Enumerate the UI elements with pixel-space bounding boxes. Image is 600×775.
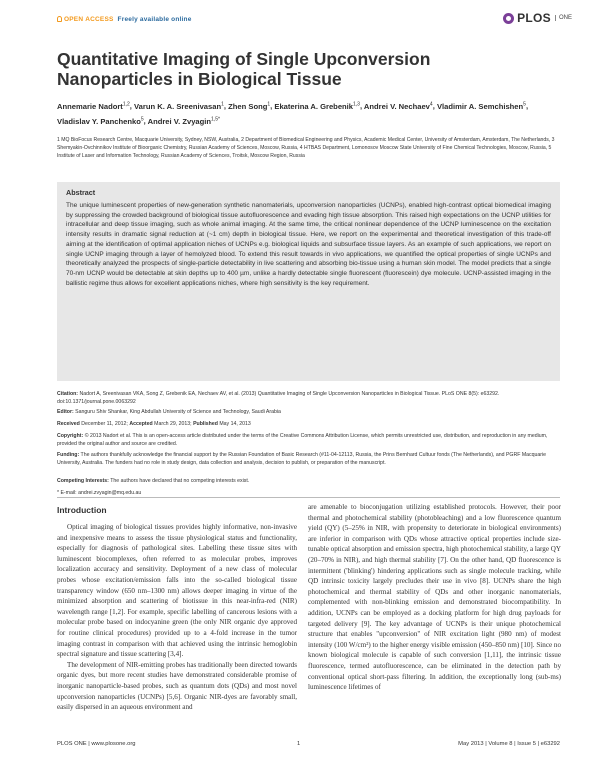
footer-journal[interactable]: PLOS ONE | www.plosone.org xyxy=(57,741,136,747)
author-affil-ref: 5 xyxy=(523,101,526,107)
author-name: Vladimir A. Semchishen$^5$ xyxy=(436,101,526,111)
citation-text: Nadort A, Sreenivasan VKA, Song Z, Grebenik EA, Nechaev AV, et al. (2013) Quantitative Imaging of Single Upconversion Nanoparticles in Biological Tissue. PLoS ONE 8(5): e63292. doi:10.1371/journal.pone.0063292 xyxy=(57,391,500,405)
paragraph: are amenable to bioconjugation utilizing established protocols. However, their poor thermal and photochemical stability (photobleaching) and a low fluorescence quantum yield (QY) (5–25% in NIR, with propensity to deteriorate in biological environments) are inferior in comparison with QDs whose attractive optical properties include size-tunable optical absorption and emission spectra, high photochemical stability, a large QY (20–70% in NIR), and high thermal stability [7]. On the other hand, QD fluorescence is intermittent ('blinking') hindering applications such as single molecule tracking, while QD intrinsic toxicity largely precludes their use in vivo [8]. UCNPs share the high photochemical and thermal stability of QDs and other inorganic nanomaterials, complemented with non-blinking emission and demonstrated biocompatibility. In addition, UCNPs can be employed as a docking platform for high drug payloads for targeted delivery [9]. The key advantage of UCNPs is their unique photochemical structure that enables "upconversion" of NIR excitation light (980 nm) of modest intensity (100 W/cm²) to the higher energy visible emission (450–850 nm) [10]. Since no known biological molecule is capable of such conversion [1,11], the intrinsic tissue fluorescence, termed autofluorescence, can be eliminated in the detection path by conventional optical short-pass filtering. In addition, the exceptionally long (sub-ms) luminescence lifetimes of xyxy=(308,503,561,692)
author-affil-ref: 1,5* xyxy=(211,116,220,123)
divider xyxy=(57,497,560,498)
plos-logo-sub: ONE xyxy=(555,15,572,21)
editor-text: Sanguru Shiv Shankar, King Abdullah University of Science and Technology, Saudi Arabia xyxy=(75,409,281,415)
funding-label: Funding: xyxy=(57,452,80,458)
published-date: May 14, 2013 xyxy=(219,421,251,427)
editor xyxy=(57,408,562,416)
author-affil-ref: 4 xyxy=(429,101,433,107)
received-label: Received xyxy=(57,421,80,427)
abstract-box xyxy=(57,182,560,381)
funding xyxy=(57,451,562,467)
author-name: Ekaterina A. Grebenik$^{1,3}$ xyxy=(274,101,360,111)
author-name: Varun K. A. Sreenivasan$^1$ xyxy=(134,101,224,111)
access-label: ACCESS xyxy=(85,16,114,23)
article-title: Quantitative Imaging of Single Upconversion Nanoparticles in Biological Tissue xyxy=(57,49,431,89)
introduction-heading: Introduction xyxy=(57,505,107,515)
author-affil-ref: 1 xyxy=(221,101,224,107)
paragraph: Optical imaging of biological tissues provides highly informative, non-invasive and inexpensive means to assess the tissue physiological status and functionality, especially for diagnosis of pathological sites. Labelling these tissue sites with luminescent biocomplexes, often referred to as molecular probes, improves localization accuracy and sensitivity. Deployment of a new class of molecular probes whose excitation/emission falls into the so-called biological tissue transparency window (650 nm–1300 nm) allows deeper imaging in virtue of the minimized absorption and scattering of biotissue in this near-infra-red (NIR) wavelength range [1,2]. For example, specific labelling of cancerous lesions with a molecular probe based on indocyanine green (the only NIR organic dye approved for routine clinical procedures) provided up to a 4-fold increase in the tumor imaging contrast in comparison with that achieved using the intrinsic hemoglobin spectral signature and tissue scattering [3,4]. xyxy=(57,523,297,659)
free-label: Freely available online xyxy=(117,16,192,23)
plos-logo-text: PLOS xyxy=(517,11,551,25)
competing-interests xyxy=(57,477,562,485)
citation xyxy=(57,390,562,406)
affiliations: 1 MQ BioFocus Research Centre, Macquarie University, Sydney, NSW, Australia, 2 Department of Biomedical Engineering and Physics, Academic Medical Center, University of Amsterdam, Amsterdam, The Netherlands, 3 Shemyakin-Ovchinnikov Institute of Bioorganic Chemistry, Russian Academy of Sciences, Moscow, Russia, 4 HTBAS Department, Lomonosov Moscow State University of Fine Chemical Technologies, Moscow, Russia, 5 Institute of Laser and Information Technology, Russian Academy of Sciences, Troitsk, Moscow Region, Russia xyxy=(57,137,555,160)
editor-label: Editor: xyxy=(57,409,74,415)
author-name: Vladislav Y. Panchenko$^5$ xyxy=(57,116,144,126)
paragraph: The development of NIR-emitting probes has traditionally been directed towards organic dyes, but more recent studies have demonstrated considerable promise of inorganic nanoparticle-based probes, such as quantum dots (QDs) and most novel upconversion nanoparticles (UCNPs) [5,6]. Organic NIR-dyes are favorably small, easily dispersed in an aqueous environment and xyxy=(57,660,297,712)
abstract-text: The unique luminescent properties of new-generation synthetic nanomaterials, upconversion nanoparticles (UCNPs), enabled high-contrast optical biomedical imaging by suppressing the crowded background of biological tissue autofluorescence and evading high tissue absorption. This raised high expectations on the UCNP utilities for intracellular and deep tissue imaging, such as whole animal imaging. At the same time, the critical nonlinear dependence of the UCNP luminescence on the excitation intensity results in dramatic signal reduction at (~1 cm) depth in biological tissue. Here, we report on the experimental and theoretical investigation of this trade-off aiming at the identification of optimal application niches of UCNPs e.g. biological liquids and subsurface tissue layers. As an example of such applications, we report on single UCNP imaging through a layer of hemolyzed blood. To extend this result towards in vivo applications, we quantified the optical properties of single UCNPs and theoretically analyzed the prospects of single-particle detectability in live scattering and absorbing bio-tissue using a human skin model. The model predicts that a single 70-nm UCNP would be detectable at skin depths up to 400 µm, unlike a hardly detectable single fluorescent (fluorescein) dye molecule. UCNP-assisted imaging in the ballistic regime thus allows for excellent applications niches, where high sensitivity is the key requirement. xyxy=(66,202,551,287)
author-name: Andrei V. Nechaev$^4$ xyxy=(363,101,433,111)
author-name: Zhen Song$^1$ xyxy=(228,101,271,111)
accepted-date: March 29, 2013; xyxy=(154,421,192,427)
email-label: * E-mail: xyxy=(57,490,77,496)
right-column xyxy=(308,502,561,693)
author-affil-ref: 1,2 xyxy=(122,101,130,107)
open-lock-icon xyxy=(57,16,62,22)
author-affil-ref: 1,3 xyxy=(353,101,360,107)
dates xyxy=(57,420,562,428)
copyright xyxy=(57,432,562,448)
accepted-label: Accepted xyxy=(129,421,153,427)
author-affil-ref: 5 xyxy=(140,116,144,123)
left-column xyxy=(57,522,297,713)
copyright-text: © 2013 Nadort et al. This is an open-access article distributed under the terms of the Creative Commons Attribution License, which permits unrestricted use, distribution, and reproduction in any medium, provided the original author and source are credited. xyxy=(57,433,548,447)
plos-one-logo[interactable] xyxy=(503,11,572,25)
email-link[interactable]: andrei.zvyagin@mq.edu.au xyxy=(78,490,142,496)
competing-label: Competing Interests: xyxy=(57,478,109,484)
competing-text: The authors have declared that no competing interests exist. xyxy=(110,478,250,484)
open-label: OPEN xyxy=(64,16,84,23)
author-affil-ref: 1 xyxy=(267,101,271,107)
author-name: Andrei V. Zvyagin$^{1,5*}$ xyxy=(147,116,220,126)
footer-issue: May 2013 | Volume 8 | Issue 5 | e63292 xyxy=(458,741,560,747)
open-access-badge[interactable] xyxy=(57,16,192,23)
author-name: Annemarie Nadort$^{1,2}$ xyxy=(57,101,130,111)
author-list: Annemarie Nadort$^{1,2}$, Varun K. A. Sreenivasan$^1$, Zhen Song$^1$, Ekaterina A. Grebenik$^{1,3}$, Andrei V. Nechaev$^4$, Vladimir A. Semchishen$^5$, Vladislav Y. Panchenko$^5$, Andrei V. Zvyagin$^{1,5*}$ xyxy=(57,101,529,126)
received-date: December 11, 2012; xyxy=(81,421,128,427)
funding-text: The authors thankfully acknowledge the financial support by the Russian Foundation of Basic Research (#11-04-12113, Russia, the Prins Bernhard Cultuur fonds (The Netherlands), and PGRF Macquarie University, Australia. The funders had no role in study design, data collection and analysis, decision to publish, or preparation of the manuscript. xyxy=(57,452,547,466)
citation-label: Citation: xyxy=(57,391,79,397)
page-number: 1 xyxy=(297,741,301,747)
published-label: Published xyxy=(193,421,218,427)
email xyxy=(57,489,562,497)
copyright-label: Copyright: xyxy=(57,433,84,439)
plos-logo-icon xyxy=(503,13,514,24)
abstract-heading: Abstract xyxy=(66,188,96,197)
